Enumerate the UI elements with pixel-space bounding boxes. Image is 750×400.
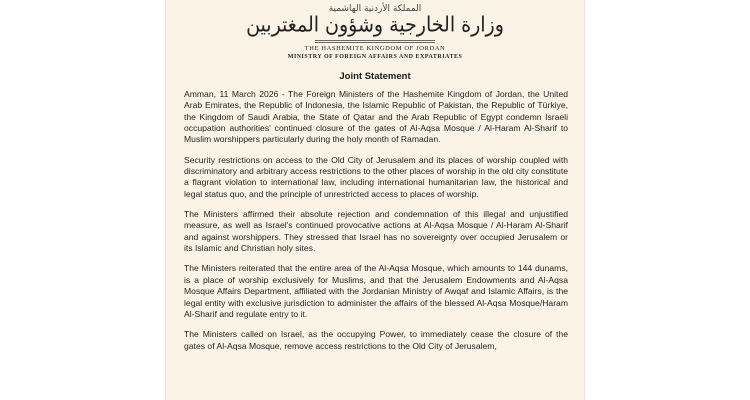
document-title: Joint Statement <box>339 71 411 82</box>
paragraph: The Ministers affirmed their absolute rejection and condemnation of this illegal and unjustified measure, as well as Israel's continued provocative actions at Al-Aqsa Mosque / Al-Haram Al-Sharif and against worshippers. They stressed that Israel has no sovereignty over occupied Jerusalem or its Islamic and Christian holy sites. <box>184 209 568 254</box>
paragraph: Security restrictions on access to the Old City of Jerusalem and its places of worship coupled with discriminatory and arbitrary access restrictions to the other places of worship in the old city constitute a flagrant violation to international law, including international humanitarian law, the historical and legal status quo, and the principle of unrestricted access to places of worship. <box>184 154 568 199</box>
letterhead-arabic-kingdom: المملكة الأردنية الهاشمية <box>328 4 422 14</box>
paragraph: The Ministers reiterated that the entire area of the Al-Aqsa Mosque, which amounts to 144 dunams, is a place of worship exclusively for Muslims, and that the Jerusalem Endowments and Al-Aqsa Mosque Affairs Department, affiliated with the Jordanian Ministry of Awqaf and Islamic Affairs, is the legal entity with exclusive jurisdiction to administer the affairs of the blessed Al-Aqsa Mosque/Haram Al-Sharif and regulate entry to it. <box>184 263 568 319</box>
document-body <box>166 89 584 352</box>
letterhead-arabic-ministry: وزارة الخارجية وشؤون المغتربين <box>246 12 504 38</box>
letterhead-kingdom: THE HASHEMITE KINGDOM OF JORDAN <box>304 45 446 52</box>
paragraph: Amman, 11 March 2026 - The Foreign Ministers of the Hashemite Kingdom of Jordan, the United Arab Emirates, the Republic of Indonesia, the Islamic Republic of Pakistan, the Republic of Türkiye, the Kingdom of Saudi Arabia, the State of Qatar and the Arab Republic of Egypt condemn Israeli occupation authorities' continued closure of the gates of Al-Aqsa Mosque / Al-Haram Al-Sharif to Muslim worshippers particularly during the holy month of Ramadan. <box>184 89 568 145</box>
letterhead-divider <box>315 40 435 43</box>
letterhead <box>166 0 584 61</box>
letterhead-ministry: MINISTRY OF FOREIGN AFFAIRS AND EXPATRIATES <box>287 54 463 60</box>
document-page <box>166 0 584 400</box>
paragraph: The Ministers called on Israel, as the occupying Power, to immediately cease the closure of the gates of Al-Aqsa Mosque, remove access restrictions to the Old City of Jerusalem, <box>184 329 568 351</box>
